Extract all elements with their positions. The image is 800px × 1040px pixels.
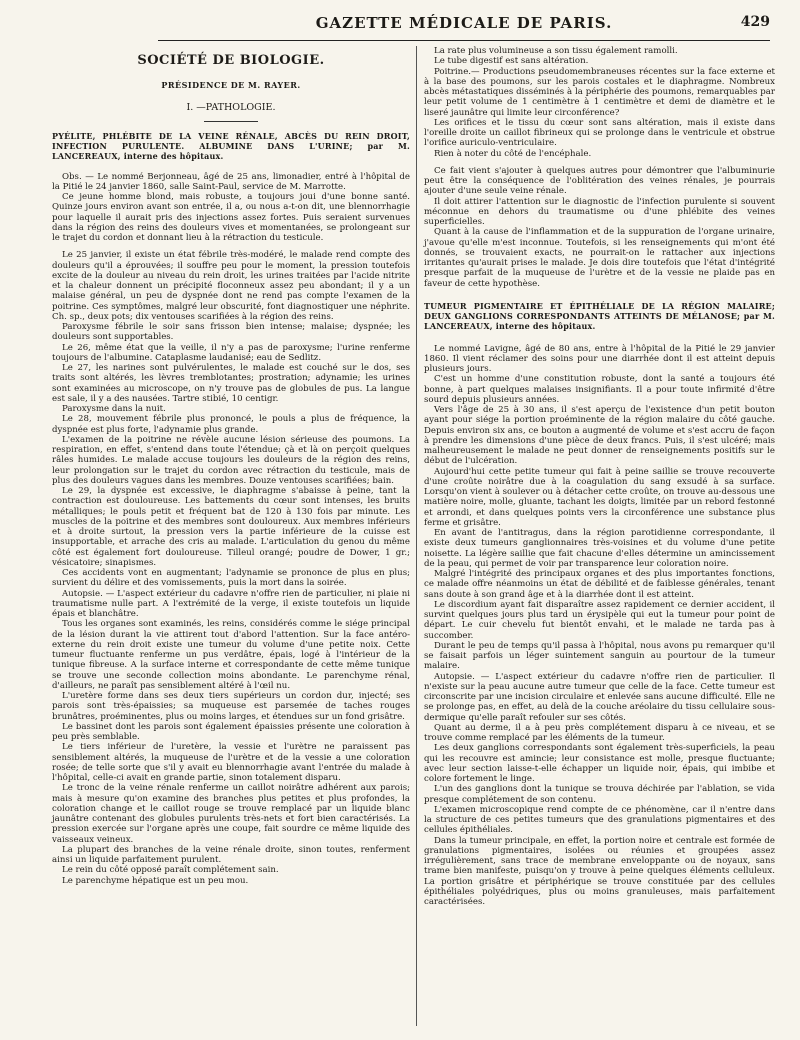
paragraph: Le 28, mouvement fébrile plus prononcé, le pouls a plus de fréquence, la dyspnée est plus forte, l'adynamie plus grande. [52,414,410,435]
society-heading: SOCIÉTÉ DE BIOLOGIE. [137,53,325,68]
paragraph: Autopsie. — L'aspect extérieur du cadavre n'offre rien de particulier, ni plaie ni traumatisme nulle part. A l'extrémité de la verge, il existe toutefois un liquide épais et blanchâtre. [52,588,410,619]
paragraph: Il doit attirer l'attention sur le diagnostic de l'infection purulente si souvent méconnue en dehors du traumatisme ou d'une phlébite des veines superficielles. [424,196,775,227]
paragraph: Tous les organes sont examinés, les reins, considérés comme le siége principal de la lésion durant la vie attirent tout d'abord l'attention. Sur la face antéro-externe du rein droit existe une tumeur du volume d'une petite noix. Cette tumeur fluctuante renferme un pus verdâtre, épais, logé à l'intérieur de la tunique fibreuse. A la surface interne et correspondante de cette même tunique se trouve une seconde collection moins abondante. Le parenchyme rénal, d'ailleurs, ne paraît pas sensiblement altéré à l'œil nu. [52,619,410,691]
paragraph: Le 25 janvier, il existe un état fébrile très-modéré, le malade rend compte des douleurs qu'il a éprouvées; il souffre peu pour le moment, la pression toutefois excite de la douleur au niveau du rein droit, les urines traitées par l'acide nitrite et la chaleur donnent un précipité floconneux assez peu abondant; il y a un malaise général, un peu de dyspnée dont ne rend pas compte l'examen de la poitrine. Ces symptômes, malgré leur obscurité, font diagnostiquer une néphrite. Ch. sp., deux pots; dix ventouses scarifiées à la région des reins. [52,250,410,322]
paragraph: Ces accidents vont en augmentant; l'adynamie se prononce de plus en plus; survient du délire et des vomissements, puis la mort dans la soirée. [52,568,410,589]
paragraph: La plupart des branches de la veine rénale droite, sinon toutes, renferment ainsi un liquide parfaitement purulent. [52,844,410,865]
paragraph: Poitrine.— Productions pseudomembraneuses récentes sur la face externe et à la base des poumons, sur les parois costales et le diaphragme. Nombreux abcès métastatiques disséminés à la périphérie des poumons, remarquables par leur petit volume de 1 centimètre à 1 centimètre et demi de diamètre et le liseré jaunâtre qui limite leur circonférence? [424,66,775,118]
page-header [158,14,770,41]
paragraph: Malgré l'intégrité des principaux organes et des plus importantes fonctions, ce malade offre néanmoins un état de débilité et de faiblesse générales, tenant sans doute à son grand âge et à la diarrhée dont il est atteint. [424,569,775,600]
left-column [52,46,410,886]
paragraph: Les deux ganglions correspondants sont également très-superficiels, la peau qui les recouvre est amincie; leur consistance est molle, presque fluctuante; avec leur section laisse-t-elle échapper un liquide noir, épais, qui imbibe et colore fortement le linge. [424,743,775,784]
paragraph: Le tube digestif est sans altération. [434,56,589,67]
right-column [424,46,775,907]
paragraph: Le tiers inférieur de l'uretère, la vessie et l'urètre ne paraissent pas sensiblement altérés, la muqueuse de l'urètre et de la vessie a une coloration rosée; de telle sorte que s'il y avait eu blennorrhagie avant l'entrée du malade à l'hôpital, celle-ci avait en grande partie, sinon totalement disparu. [52,742,410,783]
presidency-line: PRÉSIDENCE DE M. RAYER. [161,80,301,91]
paragraph: Le parenchyme hépatique est un peu mou. [62,875,249,886]
paragraph: Aujourd'hui cette petite tumeur qui fait à peine saillie se trouve recouverte d'une croûte noirâtre due à la coagulation du sang exsudé à sa surface. Lorsqu'on vient à soulever ou à détacher cette croûte, on trouve au-dessous une matière noire, molle, gluante, tachant les doigts, limitée par un rebord festonné et arrondi, et dans quelques points vers la circonférence une substance plus ferme et grisâtre. [424,466,775,528]
paragraph: L'examen microscopique rend compte de ce phénomène, car il n'entre dans la structure de ces petites tumeurs que des granulations pigmentaires et des cellules épithéliales. [424,804,775,836]
paragraph: Durant le peu de temps qu'il passa à l'hôpital, nous avons pu remarquer qu'il se faisait parfois un léger suintement sanguin au pourtour de la tumeur malaire. [424,640,775,672]
paragraph: Le bassinet dont les parois sont également épaissies présente une coloration à peu près semblable. [52,721,410,742]
paragraph: L'examen de la poitrine ne révèle aucune lésion sérieuse des poumons. La respiration, en effet, s'entend dans toute l'étendue; çà et là on perçoit quelques râles humides. Le malade accuse toujours les douleurs de la région des reins, leur prolongation sur le trajet du cordon avec rétraction du testicule, mais de plus des douleurs vagues dans les membres. Douze ventouses scarifiées; bain. [52,434,410,486]
paragraph: Le 26, même état que la veille, il n'y a pas de paroxysme; l'urine renferme toujours de l'albumine. Cataplasme laudanisé; eau de Sedlitz. [52,342,410,363]
paragraph: Dans la tumeur principale, en effet, la portion noire et centrale est formée de granulations pigmentaires, isolées ou réunies et groupées assez irrégulièrement, sans trace de membrane enveloppante ou de noyaux, sans trame bien manifeste, puisqu'on y trouve à peine quelques éléments celluleux. La portion grisâtre et périphérique se trouve constituée par des cellules épithéliales polyédriques, plus ou moins granuleuses, mais parfaitement caractérisées. [424,835,775,907]
paragraph: Ce jeune homme blond, mais robuste, a toujours joui d'une bonne santé. Quinze jours environ avant son entrée, il a, ou nous a-t-on dit, une blennorrhagie pour laquelle il aurait pris des injections assez fortes. Puis seraient survenues dans la région des reins des douleurs vives et momentanées, se prolongeant sur le trajet du cordon et donnant lieu à la rétraction du testicule. [52,192,410,243]
paragraph: Rien à noter du côté de l'encéphale. [434,148,592,159]
paragraph: Le nommé Lavigne, âgé de 80 ans, entre à l'hôpital de la Pitié le 29 janvier 1860. Il vient réclamer des soins pour une diarrhée dont il est atteint depuis plusieurs jours. [424,343,775,374]
paragraph: Le discordium ayant fait disparaître assez rapidement ce dernier accident, il survint quelques jours plus tard un érysipèle qui eut la tumeur pour point de départ. Le cuir chevelu fut bientôt envahi, et le malade ne tarda pas à succomber. [424,599,775,641]
paragraph: Le 27, les narines sont pulvérulentes, le malade est couché sur le dos, ses traits sont altérés, les lèvres tremblotantes; prostration; adynamie; les urines sont examinées au microscope, on n'y trouve pas de globules de pus. La langue est sale, il y a des nausées. Tartre stibié, 10 centigr. [52,363,410,404]
paragraph: En avant de l'antitragus, dans la région parotidienne correspondante, il existe deux tumeurs ganglionnaires très-voisines et du volume d'une petite noisette. La légère saillie que fait chacune d'elles détermine un amincissement de la peau, qui permet de voir par transparence leur coloration noire. [424,528,775,569]
paragraph: Ce fait vient s'ajouter à quelques autres pour démontrer que l'albuminurie peut être la conséquence de l'oblitération des veines rénales, je pourrais ajouter d'une seule veine rénale. [424,165,775,197]
paragraph: Vers l'âge de 25 à 30 ans, il s'est aperçu de l'existence d'un petit bouton ayant pour siége la portion proéminente de la région malaire du côté gauche. Depuis environ six ans, ce bouton a augmenté de volume et s'est accru de façon à prendre les dimensions d'une pièce de deux francs. Puis, il s'est ulcéré; mais malheureusement le malade ne peut donner de renseignements positifs sur le début de l'ulcération. [424,405,775,467]
paragraph: Le rein du côté opposé paraît complétement sain. [62,865,279,876]
paragraph: La rate plus volumineuse a son tissu également ramolli. [434,46,678,56]
paragraph: Quant à la cause de l'inflammation et de la suppuration de l'organe urinaire, j'avoue qu'elle m'est inconnue. Toutefois, si les renseignements qui m'ont été donnés, se trouvaient exacts, ne pourrait-on le rattacher aux injections irritantes qu'aurait prises le malade. Je dois dire toutefois que l'état d'intégrité presque parfait de la muqueuse de l'urètre et de la vessie ne plaide pas en faveur de cette hypothèse. [424,227,775,289]
paragraph: L'un des ganglions dont la tunique se trouva déchirée par l'ablation, se vida presque complétement de son contenu. [424,784,775,805]
article-title-left: PYÉLITE, PHLÉBITE DE LA VEINE RÉNALE, ABCÈS DU REIN DROIT, INFECTION PURULENTE. ALBUMINE DANS L'URINE; par M. LANCEREAUX, interne des hôpitaux. [52,130,410,162]
article-title-right: TUMEUR PIGMENTAIRE ET ÉPITHÉLIALE DE LA RÉGION MALAIRE; DEUX GANGLIONS CORRESPONDANTS ATTEINTS DE MÉLANOSE; par M. LANCEREAUX, interne des hôpitaux. [424,300,775,332]
journal-title: GAZETTE MÉDICALE DE PARIS. [315,14,613,32]
paragraph: Autopsie. — L'aspect extérieur du cadavre n'offre rien de particulier. Il n'existe sur la peau aucune autre tumeur que celle de la face. Cette tumeur est circonscrite par une incision circulaire et enlevée sans aucune difficulté. Elle ne se prolonge pas, en effet, au delà de la couche aréolaire du tissu cellulaire sous-dermique qu'elle paraît refouler sur ses côtés. [424,671,775,723]
paragraph: Le 29, la dyspnée est excessive, le diaphragme s'abaisse à peine, tant la contraction est douloureuse. Les battements du cœur sont intenses, les bruits métalliques; le pouls petit et fréquent bat de 120 à 130 fois par minute. Les muscles de la poitrine et des membres sont douloureux. Aux membres inférieurs et à droite surtout, la pression vers la partie inférieure de la cuisse est insupportable, et arrache des cris au malade. L'articulation du genou du même côté est également fort douloureuse. Tilleul orangé; poudre de Dower, 1 gr.; vésicatoire; sinapismes. [52,486,410,568]
paragraph: Paroxysme dans la nuit. [62,404,166,414]
section-rule [204,121,258,122]
paragraph: Le tronc de la veine rénale renferme un caillot noirâtre adhérent aux parois; mais à mesure qu'on examine des branches plus petites et plus profondes, la coloration change et le caillot rouge se trouve remplacé par un liquide blanc jaunâtre contenant des globules purulents très-nets et fort bien caractérisés. La pression exercée sur l'organe après une coupe, fait sourdre ce même liquide des vaisseaux veineux. [52,783,410,845]
paragraph: C'est un homme d'une constitution robuste, dont la santé a toujours été bonne, à part quelques malaises insignifiants. Il a pour toute infirmité d'être sourd depuis plusieurs années. [424,374,775,405]
page-number: 429 [740,14,770,30]
paragraph: Obs. — Le nommé Berjonneau, âgé de 25 ans, limonadier, entré à l'hôpital de la Pitié le 24 janvier 1860, salle Saint-Paul, service de M. Marrotte. [52,171,410,192]
column-divider [416,46,417,1026]
paragraph: L'uretère forme dans ses deux tiers supérieurs un cordon dur, injecté; ses parois sont très-épaissies; sa muqueuse est parsemée de taches rouges brunâtres, proéminentes, plus ou moins larges, et étendues sur un fond grisâtre. [52,691,410,722]
section-heading: I. —PATHOLOGIE. [186,101,276,113]
paragraph: Quant au derme, il a à peu près complétement disparu à ce niveau, et se trouve comme remplacé par les éléments de la tumeur. [424,722,775,743]
paragraph: Les orifices et le tissu du cœur sont sans altération, mais il existe dans l'oreille droite un caillot fibrineux qui se prolonge dans le ventricule et obstrue l'orifice auriculo-ventriculaire. [424,117,775,149]
paragraph: Paroxysme fébrile le soir sans frisson bien intense; malaise; dyspnée; les douleurs sont supportables. [52,322,410,343]
